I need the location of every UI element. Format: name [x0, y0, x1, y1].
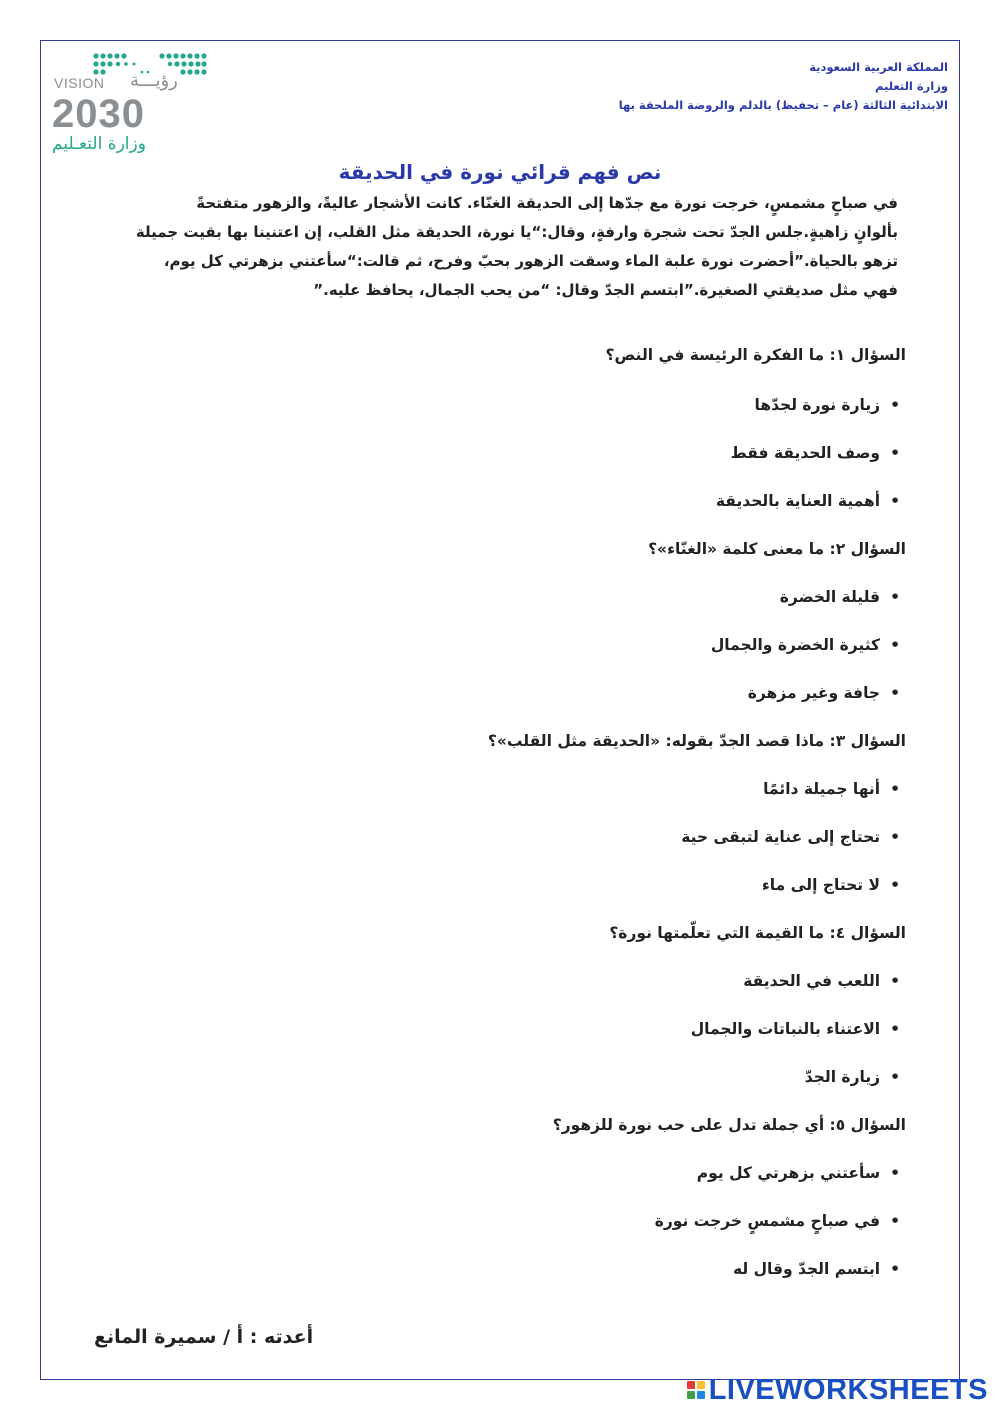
bullet-icon: •	[890, 588, 900, 606]
passage-line: في صباحٍ مشمسٍ، خرجت نورة مع جدّها إلى الحديقة الغنّاء. كانت الأشجار عاليةً، والزهور متفتحةً	[196, 194, 898, 212]
vision-2030-logo	[52, 48, 222, 158]
bullet-icon: •	[890, 492, 900, 510]
question-3: السؤال ٣: ماذا قصد الجدّ بقوله: «الحديقة مثل القلب»؟	[487, 732, 906, 750]
question-5-option-2[interactable]: •في صباحٍ مشمسٍ خرجت نورة	[654, 1212, 900, 1230]
bullet-icon: •	[890, 684, 900, 702]
question-2-option-1[interactable]: •قليلة الخضرة	[779, 588, 900, 606]
question-3-option-1[interactable]: •أنها جميلة دائمًا	[763, 780, 900, 798]
reading-passage	[100, 189, 898, 305]
author-credit: أعدته : أ / سميرة المانع	[94, 1326, 314, 1348]
question-4-option-1[interactable]: •اللعب في الحديقة	[743, 972, 900, 990]
bullet-icon: •	[890, 1164, 900, 1182]
ministry-logo-text: وزارة التعـليم	[52, 134, 146, 154]
passage-line: تزهو بالحياة.”أحضرت نورة علبة الماء وسقت الزهور بحبّ وفرح، ثم قالت:“سأعتني بزهرتي كل يوم،	[163, 252, 898, 270]
question-5-option-1[interactable]: •سأعتني بزهرتي كل يوم	[696, 1164, 900, 1182]
bullet-icon: •	[890, 444, 900, 462]
vision-year-text: 2030	[52, 92, 145, 136]
bullet-icon: •	[890, 780, 900, 798]
question-1-option-1[interactable]: •زيارة نورة لجدّها	[754, 396, 900, 414]
header-line-kingdom: المملكة العربية السعودية	[809, 60, 948, 74]
passage-line: بألوانٍ زاهيةٍ.جلس الجدّ تحت شجرة وارفةٍ، وقال:“يا نورة، الحديقة مثل القلب، إن اعتنينا بها بقيت جميلة	[135, 223, 898, 241]
bullet-icon: •	[890, 876, 900, 894]
liveworksheets-logo-icon	[687, 1381, 705, 1399]
question-3-option-2[interactable]: •تحتاج إلى عناية لتبقى حية	[681, 828, 900, 846]
question-4-option-2[interactable]: •الاعتناء بالنباتات والجمال	[690, 1020, 900, 1038]
question-5-option-3[interactable]: •ابتسم الجدّ وقال له	[732, 1260, 900, 1278]
question-1-option-2[interactable]: •وصف الحديقة فقط	[730, 444, 900, 462]
bullet-icon: •	[890, 1068, 900, 1086]
bullet-icon: •	[890, 972, 900, 990]
question-2: السؤال ٢: ما معنى كلمة «الغنّاء»؟	[648, 540, 906, 558]
vision-ar-text: رؤيـــة	[130, 70, 178, 91]
bullet-icon: •	[890, 636, 900, 654]
bullet-icon: •	[890, 1260, 900, 1278]
header-line-ministry: وزارة التعليم	[875, 79, 948, 93]
bullet-icon: •	[890, 1020, 900, 1038]
header-institution	[518, 58, 948, 115]
question-5: السؤال ٥: أي جملة تدل على حب نورة للزهور؟	[552, 1116, 906, 1134]
question-2-option-2[interactable]: •كثيرة الخضرة والجمال	[710, 636, 900, 654]
liveworksheets-text: LIVEWORKSHEETS	[708, 1373, 988, 1406]
bullet-icon: •	[890, 396, 900, 414]
bullet-icon: •	[890, 828, 900, 846]
question-1-option-3[interactable]: •أهمية العناية بالحديقة	[715, 492, 900, 510]
header-line-school: الابتدائية الثالثة (عام – تحفيظ) بالدلم والروضة الملحقة بها	[618, 98, 948, 112]
passage-line: فهي مثل صديقتي الصغيرة.”ابتسم الجدّ وقال: “من يحب الجمال، يحافظ عليه.”	[313, 281, 898, 299]
page-title: نص فهم قرائي نورة في الحديقة	[338, 160, 662, 184]
question-3-option-3[interactable]: •لا تحتاج إلى ماء	[761, 876, 900, 894]
question-4: السؤال ٤: ما القيمة التي تعلّمتها نورة؟	[609, 924, 906, 942]
question-2-option-3[interactable]: •جافة وغير مزهرة	[747, 684, 900, 702]
question-4-option-3[interactable]: •زيارة الجدّ	[804, 1068, 900, 1086]
liveworksheets-watermark[interactable]	[687, 1370, 988, 1410]
question-1: السؤال ١: ما الفكرة الرئيسة في النص؟	[605, 346, 906, 364]
bullet-icon: •	[890, 1212, 900, 1230]
vision-en-text: VISION	[54, 75, 105, 91]
